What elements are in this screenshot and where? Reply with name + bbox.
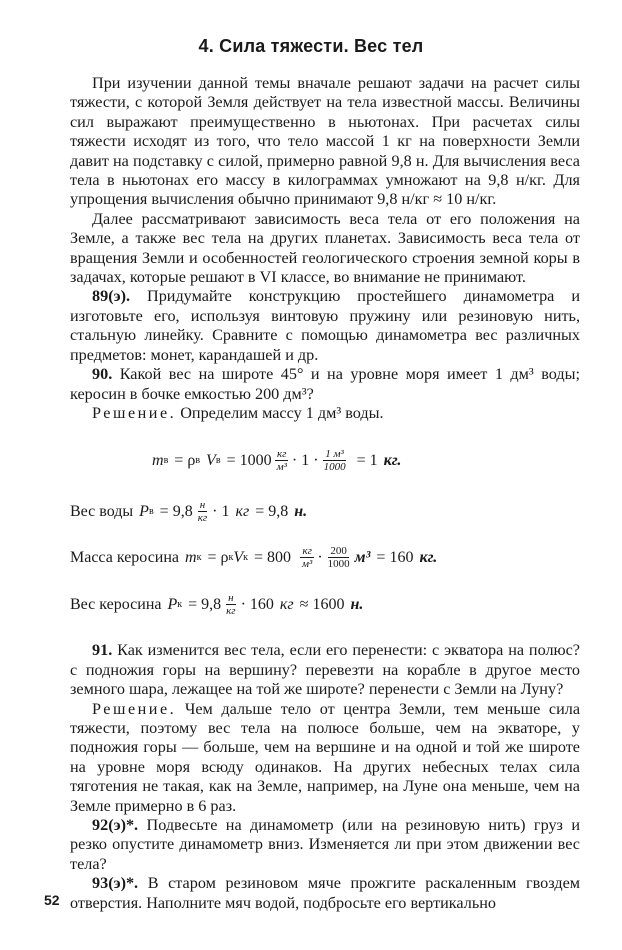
page-body bbox=[70, 74, 580, 913]
intro-paragraph-2: Далее рассматривают зависимость веса тела от его положения на Земле, а также вес тела на других планетах. Зависимость веса тела от вращения Земли и особенностей геологического строения земной коры в задачах, которые решают в VI классе, во внимание не принимают. bbox=[70, 209, 580, 287]
problem-92 bbox=[70, 816, 580, 874]
formula-water-mass: m в = ρ в V в = 1000 $\frac{кг}{\text{м³}}$ · 1 · $\frac{\text{1 м³}}{1000}$ = 1 кг. bbox=[152, 447, 402, 473]
problem-number: 92(э)*. bbox=[92, 815, 139, 834]
problem-number: 89(э). bbox=[92, 287, 131, 306]
problem-text: В старом резиновом мяче прожгите раскаленным гвоздем отверстия. Наполните мяч водой, подбросьте его вертикально bbox=[70, 874, 580, 912]
unit-fraction: $\frac{н}{кг}$ bbox=[197, 498, 208, 524]
unit-fraction: $\frac{\text{1 м³}}{1000}$ bbox=[323, 447, 346, 473]
problem-90 bbox=[70, 365, 580, 404]
problem-number: 93(э)*. bbox=[92, 874, 139, 893]
formula-kerosene-weight: Вес керосина P к = 9,8 $\frac{н}{кг}$ · 160 кг ≈ 1600 н. bbox=[70, 591, 364, 617]
problem-91-solution bbox=[70, 700, 580, 816]
solution-text: Чем дальше тело от центра Земли, тем меньше сила тяжести, поэтому вес тела на полюсе больше, чем на экваторе, у подножия горы — больше, чем на вершине и на одной и той же широте на уровне моря всюду одинаков. На других небесных телах сила тяготения не такая, как на Земле, например, на Луне она меньше, чем на Земле примерно в 6 раз. bbox=[70, 699, 580, 815]
section-title: 4. Сила тяжести. Вес тел bbox=[198, 36, 424, 56]
number-fraction: $\frac{200}{1000}$ bbox=[327, 544, 350, 570]
problem-93 bbox=[70, 874, 580, 913]
solution-label: Решение. bbox=[92, 403, 177, 422]
problem-text: Придумайте конструкцию простейшего динамометра и изготовьте его, используя винтовую пружину или резиновую нить, стальную линейку. Сравните с помощью динамометра вес различных предметов: монет, карандашей и др. bbox=[70, 287, 580, 364]
problem-number: 91. bbox=[92, 641, 113, 660]
formula-kerosene-mass: Масса керосина m к = ρ к V к = 800 $\frac{кг}{\text{м³}}$ · $\frac{200}{1000}$ м³ = 160 кг. bbox=[70, 544, 438, 570]
unit-fraction: $\frac{кг}{\text{м³}}$ bbox=[302, 544, 313, 570]
problem-text: Какой вес на широте 45° и на уровне моря имеет 1 дм³ воды; керосин в бочке емкостью 200 дм³? bbox=[70, 365, 580, 403]
problem-91 bbox=[70, 641, 580, 699]
problem-text: Подвесьте на динамометр (или на резиновую нить) груз и резко опустите динамометр вниз. Изменяется ли при этом движении вес тела? bbox=[70, 815, 580, 873]
formula-water-weight: Вес воды P в = 9,8 $\frac{н}{кг}$ · 1 кг = 9,8 н. bbox=[70, 498, 308, 524]
page-number: 52 bbox=[44, 892, 60, 908]
intro-paragraph-1: При изучении данной темы вначале решают задачи на расчет силы тяжести, с которой Земля действует на тела известной массы. Величины сил выражают преимущественно в ньютонах. При расчетах силы тяжести исходят из того, что тело массой 1 кг на поверхности Земли давит на подставку с силой, примерно равной 9,8 н. Для вычисления веса тела в ньютонах его массу в килограммах умножают на 9,8 н/кг. Для упрощения вычисления обычно принимают 9,8 н/кг ≈ 10 н/кг. bbox=[70, 74, 580, 209]
solution-label: Решение. bbox=[92, 699, 177, 718]
problem-number: 90. bbox=[92, 365, 113, 384]
problem-90-solution bbox=[70, 404, 580, 423]
problem-89 bbox=[70, 287, 580, 365]
solution-text: Определим массу 1 дм³ воды. bbox=[180, 403, 384, 422]
problem-text: Как изменится вес тела, если его перенести: с экватора на полюс? с подножия горы на вершину? перевезти на корабле в другое место земного шара, лежащее на той же широте? перенести с Земли на Луну? bbox=[70, 641, 580, 699]
unit-fraction: $\frac{н}{кг}$ bbox=[226, 591, 236, 617]
unit-fraction: $\frac{кг}{\text{м³}}$ bbox=[276, 447, 287, 473]
